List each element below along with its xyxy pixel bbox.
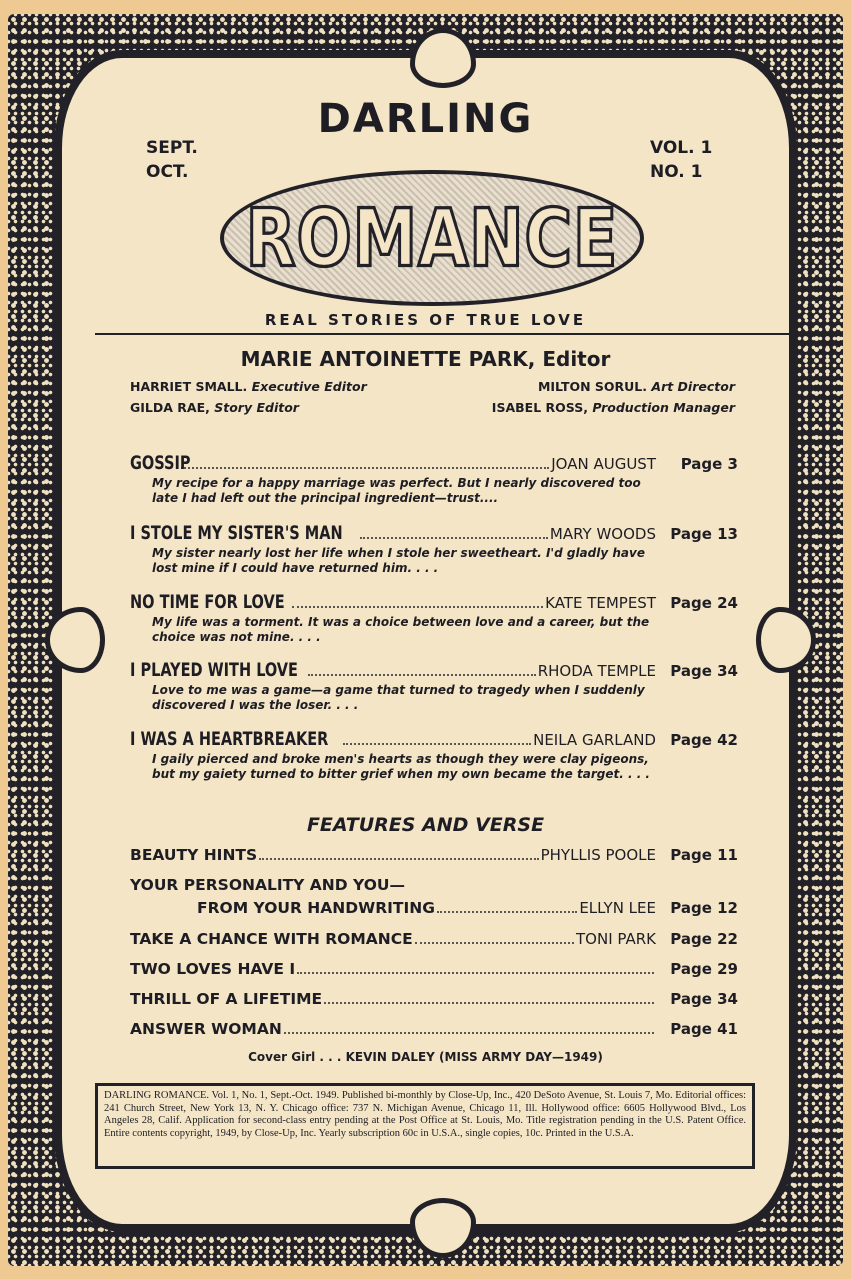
feature-title-line1[interactable]: YOUR PERSONALITY AND YOU— — [130, 876, 405, 894]
romance-title: ROMANCE — [245, 191, 619, 285]
tagline: REAL STORIES OF TRUE LOVE — [264, 311, 587, 329]
feature-entry[interactable] — [197, 899, 738, 917]
staff-art-director — [538, 379, 735, 394]
feature-title[interactable]: ANSWER WOMAN — [130, 1020, 282, 1038]
story-title[interactable]: I PLAYED WITH LOVE — [130, 659, 298, 681]
month-2: OCT. — [146, 162, 189, 182]
story-description: My sister nearly lost her life when I stole her sweetheart. I'd gladly have lost mine if I could have returned him. . . . — [152, 546, 645, 575]
story-author: MARY WOODS — [549, 525, 656, 543]
publication-notice: DARLING ROMANCE. Vol. 1, No. 1, Sept.-Oct. 1949. Published bi-monthly by Close-Up, Inc., 420 DeSoto Avenue, St. Louis 7, Mo. Editorial offices: 241 Church Street, New York 13, N. Y. Chicago office: 737 N. Michigan Avenue, Chicago 11, Ill. Hollywood office: 6605 Hollywood Blvd., Los Angeles 28, Calif. Application for second-class entry pending at the Post Office at St. Louis, Mo. Title registration pending in the U.S. Patent Office. Entire contents copyright, 1949, by Close-Up, Inc. Yearly subscription 60c in U.S.A., single copies, 10c. Printed in the U.S.A. — [95, 1083, 755, 1169]
romance-logo — [220, 170, 644, 306]
feature-title[interactable]: TAKE A CHANCE WITH ROMANCE — [130, 930, 413, 948]
feature-page: Page 11 — [670, 846, 738, 864]
story-entry[interactable] — [130, 591, 738, 613]
feature-author: PHYLLIS POOLE — [540, 846, 656, 864]
dot-leader — [437, 911, 577, 913]
feature-page: Page 41 — [670, 1020, 738, 1038]
masthead-darling: DARLING — [317, 96, 534, 142]
feature-page: Page 29 — [670, 960, 738, 978]
staff-role: Production Manager — [592, 400, 735, 415]
feature-page: Page 34 — [670, 990, 738, 1008]
feature-author: TONI PARK — [576, 930, 656, 948]
dot-leader — [181, 467, 549, 469]
story-title[interactable]: GOSSIP — [130, 452, 191, 474]
dot-leader — [343, 743, 531, 745]
volume: VOL. 1 — [650, 138, 713, 158]
dot-leader — [292, 606, 543, 608]
dot-leader — [324, 1002, 654, 1004]
staff-role: Executive Editor — [251, 379, 367, 394]
feature-entry[interactable] — [130, 930, 738, 948]
feature-entry[interactable] — [130, 846, 738, 864]
story-author: NEILA GARLAND — [533, 731, 656, 749]
staff-story-editor — [130, 400, 299, 415]
story-page: Page 13 — [670, 525, 738, 543]
dot-leader — [360, 537, 548, 539]
dot-leader — [297, 972, 654, 974]
feature-entry[interactable] — [130, 960, 738, 978]
staff-name: HARRIET SMALL. — [130, 379, 248, 394]
features-heading: FEATURES AND VERSE — [306, 814, 545, 836]
issue-volume — [650, 136, 712, 184]
staff-role: Art Director — [651, 379, 735, 394]
staff-name: ISABEL ROSS, — [491, 400, 588, 415]
divider — [95, 333, 792, 335]
feature-title[interactable]: THRILL OF A LIFETIME — [130, 990, 323, 1008]
feature-author: ELLYN LEE — [579, 899, 656, 917]
staff-name: MILTON SORUL. — [537, 379, 648, 394]
feature-entry[interactable] — [130, 990, 738, 1008]
story-description: Love to me was a game—a game that turned to tragedy when I suddenly discovered I was the loser. . . . — [152, 683, 645, 712]
story-page: Page 3 — [680, 455, 738, 473]
feature-page: Page 22 — [670, 930, 738, 948]
story-entry[interactable] — [130, 728, 738, 750]
feature-title[interactable]: FROM YOUR HANDWRITING — [197, 899, 435, 917]
story-title[interactable]: NO TIME FOR LOVE — [130, 591, 285, 613]
story-entry[interactable] — [130, 659, 738, 681]
issue-date — [146, 136, 198, 184]
story-page: Page 24 — [670, 594, 738, 612]
dot-leader — [308, 674, 536, 676]
staff-production-manager — [492, 400, 735, 415]
staff-name: GILDA RAE, — [130, 400, 210, 415]
story-title[interactable]: I STOLE MY SISTER'S MAN — [130, 522, 343, 544]
feature-title[interactable]: BEAUTY HINTS — [130, 846, 258, 864]
story-author: RHODA TEMPLE — [537, 662, 656, 680]
month-1: SEPT. — [146, 138, 198, 158]
cover-credit: Cover Girl . . . KEVIN DALEY (MISS ARMY DAY—1949) — [248, 1050, 603, 1064]
feature-title[interactable]: TWO LOVES HAVE I — [130, 960, 296, 978]
staff-role: Story Editor — [214, 400, 299, 415]
story-author: JOAN AUGUST — [551, 455, 656, 473]
story-entry[interactable] — [130, 452, 738, 474]
story-description: My life was a torment. It was a choice between love and a career, but the choice was not mine. . . . — [152, 615, 650, 644]
dot-leader — [284, 1032, 654, 1034]
story-entry[interactable] — [130, 522, 738, 544]
staff-executive-editor — [130, 379, 367, 394]
story-title[interactable]: I WAS A HEARTBREAKER — [130, 728, 329, 750]
feature-entry[interactable] — [130, 1020, 738, 1038]
dot-leader — [415, 942, 574, 944]
story-author: KATE TEMPEST — [545, 594, 656, 612]
editor-credit: MARIE ANTOINETTE PARK, Editor — [240, 347, 611, 371]
dot-leader — [259, 858, 538, 860]
story-page: Page 34 — [670, 662, 738, 680]
story-description: I gaily pierced and broke men's hearts as though they were clay pigeons, but my gaiety turned to bitter grief when my own became the target. . . . — [152, 752, 650, 781]
number: NO. 1 — [650, 162, 703, 182]
story-description: My recipe for a happy marriage was perfect. But I nearly discovered too late I had left out the principal ingredient—trust.... — [152, 476, 641, 505]
story-page: Page 42 — [670, 731, 738, 749]
feature-page: Page 12 — [670, 899, 738, 917]
